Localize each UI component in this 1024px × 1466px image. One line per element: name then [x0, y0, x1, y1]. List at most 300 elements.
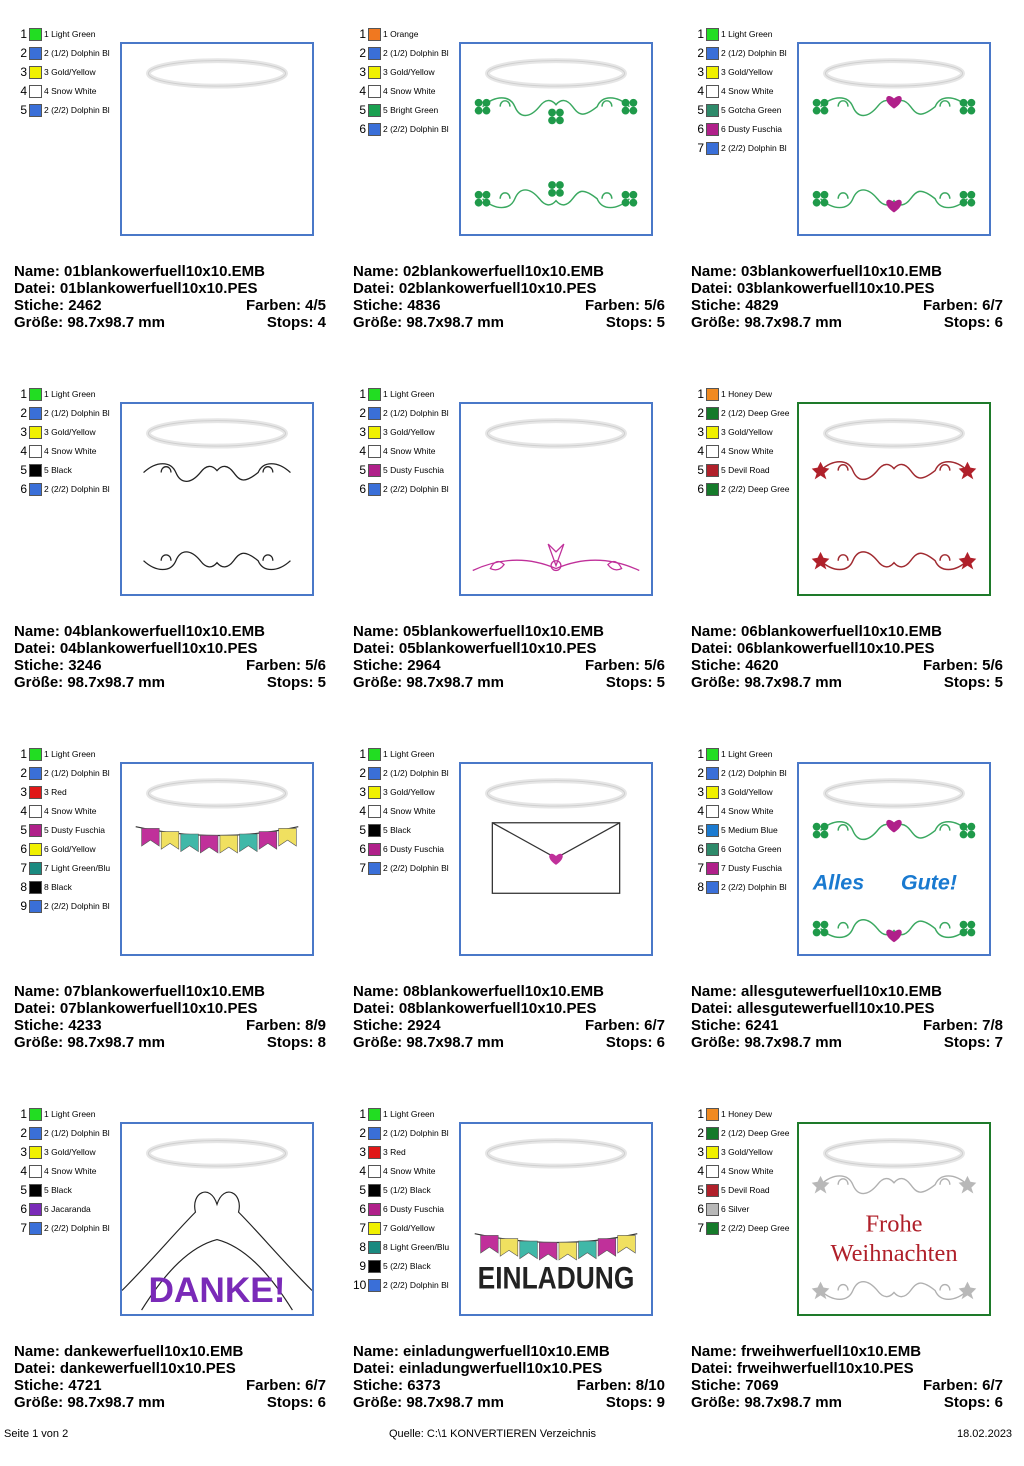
thread-name: 1 Light Green	[721, 749, 773, 759]
thread-color-row	[691, 121, 811, 138]
stitches-label: Stiche:	[353, 1017, 404, 1034]
design-name: allesgutewerfuell10x10.EMB	[741, 983, 942, 1000]
file-label: Datei:	[14, 280, 56, 297]
thread-swatch	[29, 1146, 42, 1159]
thread-color-row	[14, 1220, 134, 1237]
design-preview	[459, 1122, 653, 1316]
size-label: Größe:	[691, 674, 741, 691]
name-label: Name:	[353, 623, 399, 640]
thread-color-row	[14, 462, 134, 479]
thread-name: 3 Gold/Yellow	[44, 67, 96, 77]
thread-name: 2 (2/2) Deep Gree	[721, 484, 790, 494]
thread-color-row	[14, 481, 134, 498]
design-info	[691, 983, 1003, 1051]
thread-color-row	[691, 481, 811, 498]
thread-swatch	[368, 1108, 381, 1121]
thread-swatch	[706, 786, 719, 799]
name-label: Name:	[353, 983, 399, 1000]
thread-color-row	[14, 803, 134, 820]
thread-index: 9	[20, 899, 27, 913]
thread-color-row	[691, 102, 811, 119]
thread-name: 6 Dusty Fuschia	[721, 124, 782, 134]
design-name: 04blankowerfuell10x10.EMB	[64, 623, 265, 640]
thread-name: 5 Black	[44, 465, 72, 475]
thread-index: 3	[697, 65, 704, 79]
colors-label: Farben:	[245, 1017, 301, 1034]
thread-index: 6	[359, 1202, 366, 1216]
stitch-count: 4620	[745, 657, 779, 674]
stitches-label: Stiche:	[14, 297, 65, 314]
design-text-1: EINLADUNG	[477, 1260, 635, 1296]
thread-color-row	[691, 424, 811, 441]
thread-index: 6	[359, 842, 366, 856]
thread-color-row	[14, 83, 134, 100]
thread-index: 6	[697, 842, 704, 856]
thread-index: 4	[359, 1164, 366, 1178]
design-preview	[459, 42, 653, 236]
design-preview	[120, 42, 314, 236]
colors-label: Farben:	[922, 1017, 978, 1034]
stitches-label: Stiche:	[353, 297, 404, 314]
thread-swatch	[29, 824, 42, 837]
thread-color-row	[353, 1258, 473, 1275]
design-name: dankewerfuell10x10.EMB	[64, 1343, 244, 1360]
thread-index: 6	[20, 1202, 27, 1216]
thread-swatch	[368, 483, 381, 496]
thread-name: 4 Snow White	[721, 446, 774, 456]
thread-index: 2	[359, 46, 366, 60]
colors-label: Farben:	[245, 657, 301, 674]
design-card	[353, 26, 683, 386]
thread-name: 5 Dusty Fuschia	[44, 825, 105, 835]
thread-index: 5	[359, 463, 366, 477]
design-text-1: Alles	[812, 870, 865, 895]
file-label: Datei:	[691, 1360, 733, 1377]
thread-index: 7	[20, 861, 27, 875]
thread-name: 4 Snow White	[721, 806, 774, 816]
stitches-label: Stiche:	[691, 657, 742, 674]
thread-swatch	[29, 900, 42, 913]
thread-swatch	[368, 843, 381, 856]
thread-color-row	[14, 841, 134, 858]
thread-index: 2	[359, 406, 366, 420]
thread-name: 4 Snow White	[721, 1166, 774, 1176]
thread-color-row	[14, 26, 134, 43]
thread-color-row	[691, 462, 811, 479]
thread-index: 1	[697, 27, 704, 41]
design-preview	[797, 1122, 991, 1316]
design-file: 08blankowerfuell10x10.PES	[398, 1000, 597, 1017]
thread-swatch	[29, 1108, 42, 1121]
thread-color-row	[353, 45, 473, 62]
thread-swatch	[706, 407, 719, 420]
thread-name: 2 (1/2) Dolphin Bl	[383, 408, 449, 418]
thread-color-row	[14, 1163, 134, 1180]
design-name: frweihwerfuell10x10.EMB	[741, 1343, 922, 1360]
thread-color-row	[14, 45, 134, 62]
colors-label: Farben:	[922, 1377, 978, 1394]
design-size: 98.7x98.7 mm	[67, 1394, 165, 1411]
thread-index: 6	[20, 842, 27, 856]
thread-name: 3 Red	[44, 787, 67, 797]
thread-swatch	[368, 1241, 381, 1254]
thread-color-row	[353, 481, 473, 498]
thread-color-row	[691, 765, 811, 782]
source-path: Quelle: C:\1 KONVERTIEREN Verzeichnis	[389, 1428, 597, 1440]
thread-name: 2 (1/2) Dolphin Bl	[721, 48, 787, 58]
size-label: Größe:	[353, 1034, 403, 1051]
thread-index: 1	[697, 747, 704, 761]
thread-index: 5	[697, 1183, 704, 1197]
thread-name: 6 Gotcha Green	[721, 844, 782, 854]
thread-name: 2 (2/2) Dolphin Bl	[44, 484, 110, 494]
thread-swatch	[368, 104, 381, 117]
design-info	[691, 623, 1003, 691]
thread-color-row	[691, 746, 811, 763]
color-count: 5/6	[982, 657, 1003, 674]
stitch-count: 2462	[68, 297, 102, 314]
thread-name: 3 Gold/Yellow	[721, 1147, 773, 1157]
stop-count: 4	[317, 314, 326, 331]
thread-color-row	[14, 898, 134, 915]
design-size: 98.7x98.7 mm	[744, 1394, 842, 1411]
thread-swatch	[706, 805, 719, 818]
thread-swatch	[706, 1222, 719, 1235]
thread-swatch	[29, 805, 42, 818]
thread-swatch	[368, 805, 381, 818]
file-label: Datei:	[14, 1000, 56, 1017]
thread-color-row	[691, 879, 811, 896]
thread-index: 5	[20, 1183, 27, 1197]
size-label: Größe:	[691, 1034, 741, 1051]
thread-color-row	[353, 784, 473, 801]
stitches-label: Stiche:	[691, 1017, 742, 1034]
thread-swatch	[368, 1260, 381, 1273]
design-preview	[797, 402, 991, 596]
design-file: 02blankowerfuell10x10.PES	[398, 280, 597, 297]
design-size: 98.7x98.7 mm	[406, 1034, 504, 1051]
thread-color-row	[353, 83, 473, 100]
size-label: Größe:	[353, 674, 403, 691]
thread-swatch	[706, 1184, 719, 1197]
thread-swatch	[706, 843, 719, 856]
thread-swatch	[29, 85, 42, 98]
thread-index: 3	[359, 65, 366, 79]
design-preview	[120, 762, 314, 956]
colors-label: Farben:	[922, 297, 978, 314]
thread-index: 3	[697, 1145, 704, 1159]
thread-index: 2	[359, 766, 366, 780]
design-info	[353, 263, 665, 331]
thread-color-row	[691, 1144, 811, 1161]
thread-name: 1 Light Green	[44, 29, 96, 39]
thread-name: 2 (1/2) Deep Gree	[721, 1128, 790, 1138]
page-number: Seite 1 von 2	[4, 1428, 69, 1440]
thread-index: 4	[697, 444, 704, 458]
thread-name: 3 Gold/Yellow	[721, 67, 773, 77]
thread-index: 3	[697, 785, 704, 799]
design-info	[14, 1343, 326, 1411]
thread-index: 1	[359, 747, 366, 761]
stops-label: Stops:	[266, 314, 314, 331]
thread-index: 2	[20, 766, 27, 780]
thread-color-row	[691, 1106, 811, 1123]
thread-swatch	[368, 426, 381, 439]
thread-index: 5	[20, 823, 27, 837]
thread-swatch	[368, 1203, 381, 1216]
thread-name: 1 Light Green	[383, 389, 435, 399]
thread-name: 5 Devil Road	[721, 1185, 770, 1195]
stop-count: 6	[994, 314, 1003, 331]
size-label: Größe:	[14, 314, 64, 331]
design-info	[353, 623, 665, 691]
stitch-count: 3246	[68, 657, 102, 674]
thread-index: 4	[359, 804, 366, 818]
stop-count: 5	[656, 314, 665, 331]
thread-swatch	[29, 1165, 42, 1178]
thread-color-row	[14, 1125, 134, 1142]
thread-index: 2	[359, 1126, 366, 1140]
thread-color-row	[691, 26, 811, 43]
stitches-label: Stiche:	[14, 1017, 65, 1034]
thread-swatch	[368, 1146, 381, 1159]
stop-count: 5	[317, 674, 326, 691]
thread-index: 2	[697, 1126, 704, 1140]
thread-swatch	[706, 1127, 719, 1140]
stitch-count: 4233	[68, 1017, 102, 1034]
stitches-label: Stiche:	[353, 657, 404, 674]
thread-color-row	[691, 822, 811, 839]
thread-swatch	[29, 1203, 42, 1216]
stops-label: Stops:	[943, 1394, 991, 1411]
thread-index: 6	[20, 482, 27, 496]
thread-name: 7 Gold/Yellow	[383, 1223, 435, 1233]
design-size: 98.7x98.7 mm	[744, 674, 842, 691]
stitch-count: 4721	[68, 1377, 102, 1394]
file-label: Datei:	[691, 280, 733, 297]
thread-swatch	[368, 1279, 381, 1292]
thread-color-row	[353, 1125, 473, 1142]
thread-swatch	[29, 1184, 42, 1197]
thread-swatch	[368, 748, 381, 761]
name-label: Name:	[14, 263, 60, 280]
thread-color-row	[691, 803, 811, 820]
thread-color-row	[14, 386, 134, 403]
name-label: Name:	[691, 1343, 737, 1360]
thread-color-row	[353, 746, 473, 763]
thread-color-row	[691, 1220, 811, 1237]
thread-name: 2 (1/2) Deep Gree	[721, 408, 790, 418]
thread-swatch	[706, 748, 719, 761]
thread-name: 4 Snow White	[383, 446, 436, 456]
thread-index: 5	[20, 463, 27, 477]
name-label: Name:	[353, 263, 399, 280]
thread-swatch	[706, 66, 719, 79]
design-card	[691, 1106, 1021, 1466]
stop-count: 9	[656, 1394, 665, 1411]
thread-color-row	[14, 405, 134, 422]
colors-label: Farben:	[576, 1377, 632, 1394]
thread-swatch	[706, 862, 719, 875]
thread-swatch	[706, 881, 719, 894]
thread-color-row	[353, 860, 473, 877]
stitch-count: 4829	[745, 297, 779, 314]
thread-swatch	[368, 464, 381, 477]
thread-swatch	[706, 1165, 719, 1178]
thread-swatch	[29, 786, 42, 799]
thread-name: 5 Black	[383, 825, 411, 835]
design-file: 01blankowerfuell10x10.PES	[59, 280, 258, 297]
thread-swatch	[706, 1203, 719, 1216]
design-file: frweihwerfuell10x10.PES	[736, 1360, 914, 1377]
thread-swatch	[706, 123, 719, 136]
thread-swatch	[29, 843, 42, 856]
design-size: 98.7x98.7 mm	[406, 314, 504, 331]
thread-swatch	[706, 1108, 719, 1121]
thread-index: 1	[20, 27, 27, 41]
stitches-label: Stiche:	[353, 1377, 404, 1394]
color-count: 5/6	[644, 657, 665, 674]
name-label: Name:	[14, 983, 60, 1000]
design-name: einladungwerfuell10x10.EMB	[403, 1343, 610, 1360]
design-card	[353, 386, 683, 746]
thread-color-row	[691, 64, 811, 81]
stops-label: Stops:	[605, 1034, 653, 1051]
thread-index: 1	[20, 387, 27, 401]
thread-name: 5 Dusty Fuschia	[383, 465, 444, 475]
thread-index: 3	[20, 65, 27, 79]
thread-index: 4	[697, 84, 704, 98]
thread-swatch	[29, 1222, 42, 1235]
thread-color-row	[353, 121, 473, 138]
file-label: Datei:	[691, 1000, 733, 1017]
colors-label: Farben:	[245, 297, 301, 314]
thread-index: 3	[359, 425, 366, 439]
thread-swatch	[368, 824, 381, 837]
thread-index: 6	[697, 1202, 704, 1216]
thread-index: 7	[359, 1221, 366, 1235]
thread-index: 5	[697, 823, 704, 837]
thread-name: 3 Gold/Yellow	[721, 427, 773, 437]
design-card	[14, 26, 344, 386]
thread-name: 3 Gold/Yellow	[383, 427, 435, 437]
thread-swatch	[706, 1146, 719, 1159]
thread-color-row	[14, 1201, 134, 1218]
stitches-label: Stiche:	[691, 297, 742, 314]
thread-swatch	[29, 104, 42, 117]
thread-name: 6 Dusty Fuschia	[383, 844, 444, 854]
thread-color-row	[691, 386, 811, 403]
thread-color-row	[14, 822, 134, 839]
design-text-2: Weihnachten	[830, 1240, 958, 1268]
stops-label: Stops:	[943, 674, 991, 691]
design-size: 98.7x98.7 mm	[406, 674, 504, 691]
thread-swatch	[368, 445, 381, 458]
thread-swatch	[368, 85, 381, 98]
thread-index: 10	[353, 1278, 367, 1292]
thread-color-row	[353, 841, 473, 858]
thread-color-row	[14, 1144, 134, 1161]
thread-name: 2 (1/2) Dolphin Bl	[383, 1128, 449, 1138]
size-label: Größe:	[691, 314, 741, 331]
thread-swatch	[29, 483, 42, 496]
file-label: Datei:	[353, 1360, 395, 1377]
thread-index: 6	[359, 482, 366, 496]
thread-index: 3	[697, 425, 704, 439]
thread-name: 6 Jacaranda	[44, 1204, 91, 1214]
thread-index: 2	[20, 46, 27, 60]
design-info	[14, 263, 326, 331]
design-text-2: Gute!	[900, 870, 958, 895]
thread-index: 5	[359, 103, 366, 117]
thread-index: 4	[20, 1164, 27, 1178]
colors-label: Farben:	[584, 657, 640, 674]
thread-name: 1 Light Green	[44, 749, 96, 759]
stop-count: 6	[656, 1034, 665, 1051]
thread-name: 3 Gold/Yellow	[383, 787, 435, 797]
stitches-label: Stiche:	[14, 657, 65, 674]
name-label: Name:	[691, 623, 737, 640]
thread-swatch	[368, 862, 381, 875]
design-file: 03blankowerfuell10x10.PES	[736, 280, 935, 297]
thread-color-row	[353, 424, 473, 441]
thread-index: 1	[697, 1107, 704, 1121]
design-name: 08blankowerfuell10x10.EMB	[403, 983, 604, 1000]
thread-color-row	[14, 879, 134, 896]
thread-color-row	[14, 102, 134, 119]
thread-index: 3	[20, 1145, 27, 1159]
thread-color-row	[353, 102, 473, 119]
thread-name: 2 (1/2) Dolphin Bl	[383, 768, 449, 778]
colors-label: Farben:	[584, 1017, 640, 1034]
thread-name: 2 (2/2) Dolphin Bl	[383, 863, 449, 873]
design-file: 06blankowerfuell10x10.PES	[736, 640, 935, 657]
design-info	[353, 983, 665, 1051]
thread-name: 2 (1/2) Dolphin Bl	[44, 48, 110, 58]
thread-index: 2	[20, 1126, 27, 1140]
thread-color-row	[14, 860, 134, 877]
design-size: 98.7x98.7 mm	[67, 674, 165, 691]
thread-name: 4 Snow White	[721, 86, 774, 96]
name-label: Name:	[691, 983, 737, 1000]
thread-swatch	[29, 767, 42, 780]
thread-color-row	[353, 26, 473, 43]
design-card	[691, 26, 1021, 386]
thread-index: 7	[697, 1221, 704, 1235]
color-count: 5/6	[644, 297, 665, 314]
file-label: Datei:	[353, 640, 395, 657]
thread-name: 1 Honey Dew	[721, 389, 773, 399]
design-info	[14, 983, 326, 1051]
thread-color-row	[691, 443, 811, 460]
design-preview	[797, 762, 991, 956]
design-card	[353, 1106, 683, 1466]
thread-name: 5 (1/2) Black	[383, 1185, 431, 1195]
thread-name: 1 Honey Dew	[721, 1109, 773, 1119]
thread-swatch	[29, 28, 42, 41]
thread-index: 5	[697, 463, 704, 477]
thread-color-row	[691, 1182, 811, 1199]
stop-count: 6	[317, 1394, 326, 1411]
thread-swatch	[29, 445, 42, 458]
colors-label: Farben:	[584, 297, 640, 314]
thread-name: 2 (2/2) Dolphin Bl	[383, 124, 449, 134]
design-file: 05blankowerfuell10x10.PES	[398, 640, 597, 657]
stitch-count: 2964	[407, 657, 441, 674]
thread-name: 8 Light Green/Blu	[383, 1242, 450, 1252]
file-label: Datei:	[353, 1000, 395, 1017]
thread-index: 2	[20, 406, 27, 420]
